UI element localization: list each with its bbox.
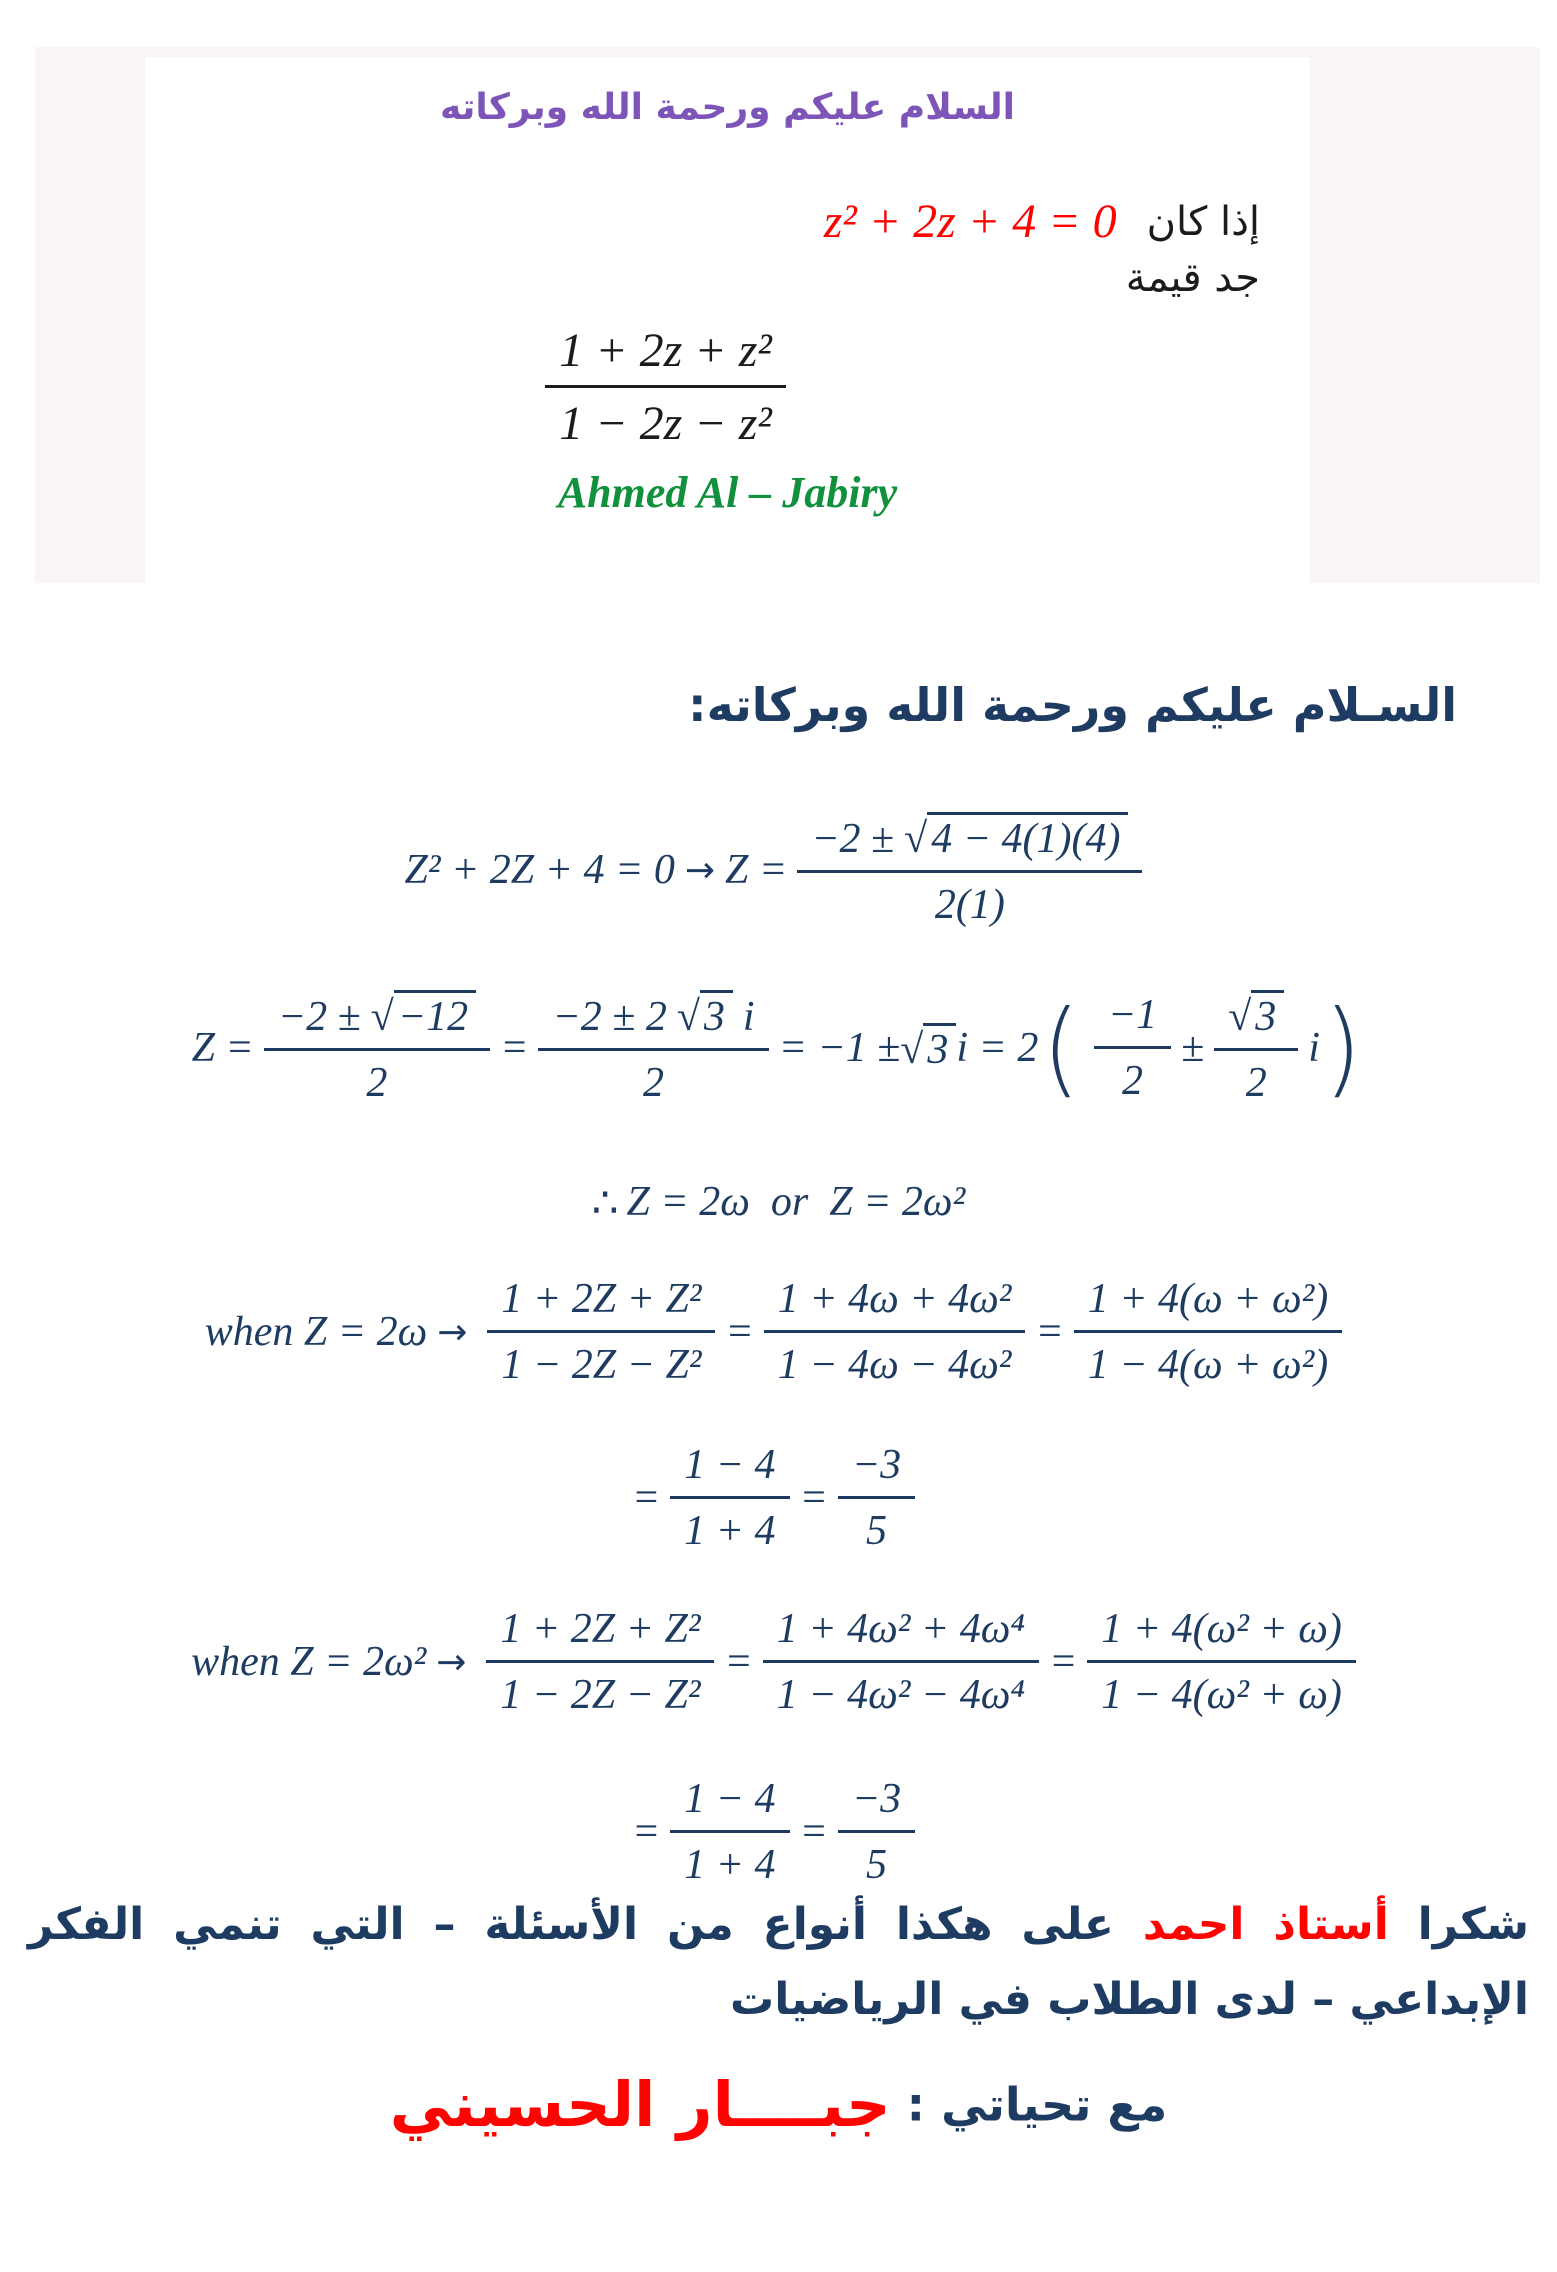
step2-p2-numerator (1214, 990, 1298, 1051)
step4-f1-numerator: 1 + 2Z + Z² (487, 1275, 715, 1333)
step6-when-label: when Z = 2ω² (191, 1639, 427, 1685)
step1-equation: Z² + 2Z + 4 = 0 (404, 847, 675, 893)
step7-f2-numerator: −3 (838, 1775, 915, 1833)
step5-f2-denominator: 5 (866, 1508, 888, 1554)
arrow-icon: → (436, 1641, 467, 1683)
solution-step-1 (0, 780, 1557, 960)
equals-sign: = (500, 1025, 529, 1071)
equals-sign: = (799, 1475, 828, 1521)
equals-sign: = (724, 1639, 753, 1685)
step2-f2-num-suffix: i (742, 993, 755, 1040)
step4-f3-denominator: 1 − 4(ω + ω²) (1087, 1342, 1329, 1388)
step5-fraction-1 (670, 1441, 789, 1555)
question-fraction-denominator: 1 − 2z − z² (559, 397, 772, 450)
sqrt-radical (900, 1023, 956, 1074)
step4-f1-denominator: 1 − 2Z − Z² (501, 1342, 702, 1388)
step2-f1-numerator (264, 990, 490, 1051)
step6-f1-numerator: 1 + 2Z + Z² (486, 1605, 714, 1663)
sqrt-radical (1228, 990, 1284, 1041)
solution-step-2: Z = −2 ± √ −12 2 = −2 ± 2 √ 3 i 2 = −1 ± √ 3 i = 2 ( $\frac{-1}{2}$ ± √ 3 2 i ) (191, 987, 1362, 1109)
solution-step-5 (0, 1408, 1557, 1588)
step2-paren-i: i (1308, 1025, 1320, 1071)
step2-result-radicand: 3 (923, 1023, 956, 1073)
regards-label: مع تحياتي : (890, 2077, 1168, 2132)
step7-fraction-1 (670, 1775, 789, 1889)
step1-num-prefix: −2 ± (811, 815, 895, 862)
step2-p2-radicand: 3 (1251, 990, 1284, 1040)
step1-fraction-denominator: 2(1) (934, 881, 1005, 928)
step2-z-equals: Z = (191, 1025, 254, 1071)
step7-f2-denominator: 5 (866, 1842, 888, 1888)
question-fraction-body (545, 323, 786, 451)
step7-f1-numerator: 1 − 4 (670, 1775, 789, 1833)
step4-f2-numerator: 1 + 4ω + 4ω² (764, 1275, 1026, 1333)
equals-sign: = (725, 1309, 754, 1355)
question-condition-row (145, 194, 1310, 249)
solution-step-4 (0, 1242, 1557, 1422)
step6-f2-denominator: 1 − 4ω² − 4ω⁴ (776, 1672, 1025, 1718)
step6-fraction-3 (1087, 1605, 1356, 1719)
sqrt-sign-icon: √ (676, 993, 700, 1040)
thanks-line-2: الإبداعي – لدى الطلاب في الرياضيات (730, 1973, 1529, 2025)
thanks-line1-rest: على هكذا أنواع من الأسئلة – التي تنمي الفكر (28, 1899, 1143, 1950)
step5-f1-denominator: 1 + 4 (684, 1508, 776, 1554)
sqrt-radical (677, 990, 733, 1041)
step5-fraction-2 (838, 1441, 915, 1555)
step6-f2-numerator: 1 + 4ω² + 4ω⁴ (763, 1605, 1039, 1663)
equals-sign: = (1048, 1639, 1078, 1685)
step2-f1-num-prefix: −2 ± (277, 993, 361, 1040)
step2-p1-numerator: −1 (1094, 991, 1171, 1049)
step1-fraction (797, 812, 1142, 929)
sqrt-radical (904, 812, 1128, 863)
equals-sign: = (631, 1475, 661, 1521)
step2-paren-fraction-2 (1214, 990, 1298, 1107)
step2-fraction-1 (264, 990, 490, 1107)
step4-fraction-3 (1074, 1275, 1343, 1389)
step4-f2-denominator: 1 − 4ω − 4ω² (777, 1342, 1012, 1388)
equals-sign: = (631, 1809, 661, 1855)
step2-f2-radicand: 3 (700, 990, 733, 1040)
step4-fraction-1 (487, 1275, 715, 1389)
sqrt-sign-icon: √ (900, 1026, 924, 1073)
equals-sign: = (1035, 1309, 1064, 1355)
equals-sign: = (799, 1809, 828, 1855)
question-fraction (83, 323, 1248, 451)
step7-fraction-2 (838, 1775, 915, 1889)
step6-f1-denominator: 1 − 2Z − Z² (500, 1672, 701, 1718)
question-fraction-numerator: 1 + 2z + z² (545, 323, 786, 388)
step4-f3-numerator: 1 + 4(ω + ω²) (1074, 1275, 1343, 1333)
step6-f3-denominator: 1 − 4(ω² + ω) (1101, 1672, 1342, 1718)
step6-fraction-2 (763, 1605, 1039, 1719)
question-greeting: السلام عليكم ورحمة الله وبركاته (440, 87, 1015, 128)
question-find-label: جد قيمة (1125, 255, 1260, 301)
step6-fraction-1 (486, 1605, 714, 1719)
question-equation: z² + 2z + 4 = 0 (823, 195, 1117, 248)
solution-greeting: السـلام عليكم ورحمة الله وبركاته: (688, 678, 1457, 732)
solution-step-3 (0, 1162, 1557, 1242)
step2-f2-denominator: 2 (642, 1059, 664, 1106)
step2-p1-denominator: 2 (1122, 1058, 1143, 1104)
step2-p2-denominator: 2 (1245, 1059, 1267, 1106)
step7-f1-denominator: 1 + 4 (684, 1842, 776, 1888)
step1-radicand: 4 − 4(1)(4) (927, 812, 1128, 862)
step4-fraction-2 (764, 1275, 1026, 1389)
step2-fraction-2 (538, 990, 768, 1107)
question-card (35, 47, 1540, 583)
thanks-teacher-name: أستاذ احمد (1142, 1899, 1389, 1950)
step2-f2-num-prefix: −2 ± 2 (552, 993, 667, 1040)
question-author-signature: Ahmed Al – Jabiry (557, 468, 898, 517)
question-image (145, 57, 1310, 583)
thanks-line-1 (28, 1888, 1529, 1963)
step1-z-equals: Z = (725, 847, 788, 893)
step2-f2-numerator (538, 990, 768, 1051)
question-condition-label: إذا كان (1146, 198, 1260, 245)
step2-f1-radicand: −12 (394, 990, 476, 1040)
sqrt-sign-icon: √ (370, 993, 394, 1040)
step6-f3-numerator: 1 + 4(ω² + ω) (1087, 1605, 1356, 1663)
step2-result-prefix: = −1 ± (778, 1025, 901, 1071)
thanks-paragraph (28, 1888, 1529, 2038)
plus-minus-sign: ± (1181, 1025, 1205, 1071)
sqrt-radical (371, 990, 476, 1041)
regards-line (0, 2068, 1557, 2141)
arrow-icon: → (437, 1311, 468, 1353)
sqrt-sign-icon: √ (1228, 993, 1252, 1040)
solution-step-6 (0, 1572, 1557, 1752)
sqrt-sign-icon: √ (904, 815, 928, 862)
step1-fraction-numerator (797, 812, 1142, 873)
regards-signature: جبــــار الحسيني (389, 2068, 891, 2141)
step2-result-tail: i = 2 (956, 1025, 1039, 1071)
step3-statement: Z = 2ω or Z = 2ω² (626, 1179, 966, 1225)
step5-f2-numerator: −3 (838, 1441, 915, 1499)
thanks-prefix: شكرا (1388, 1899, 1529, 1950)
therefore-icon: ∴ (591, 1177, 619, 1227)
step2-f1-denominator: 2 (366, 1059, 388, 1106)
step5-f1-numerator: 1 − 4 (670, 1441, 789, 1499)
step2-paren-fraction-1 (1094, 991, 1171, 1105)
arrow-icon: → (684, 849, 716, 891)
step4-when-label: when Z = 2ω (204, 1309, 428, 1355)
